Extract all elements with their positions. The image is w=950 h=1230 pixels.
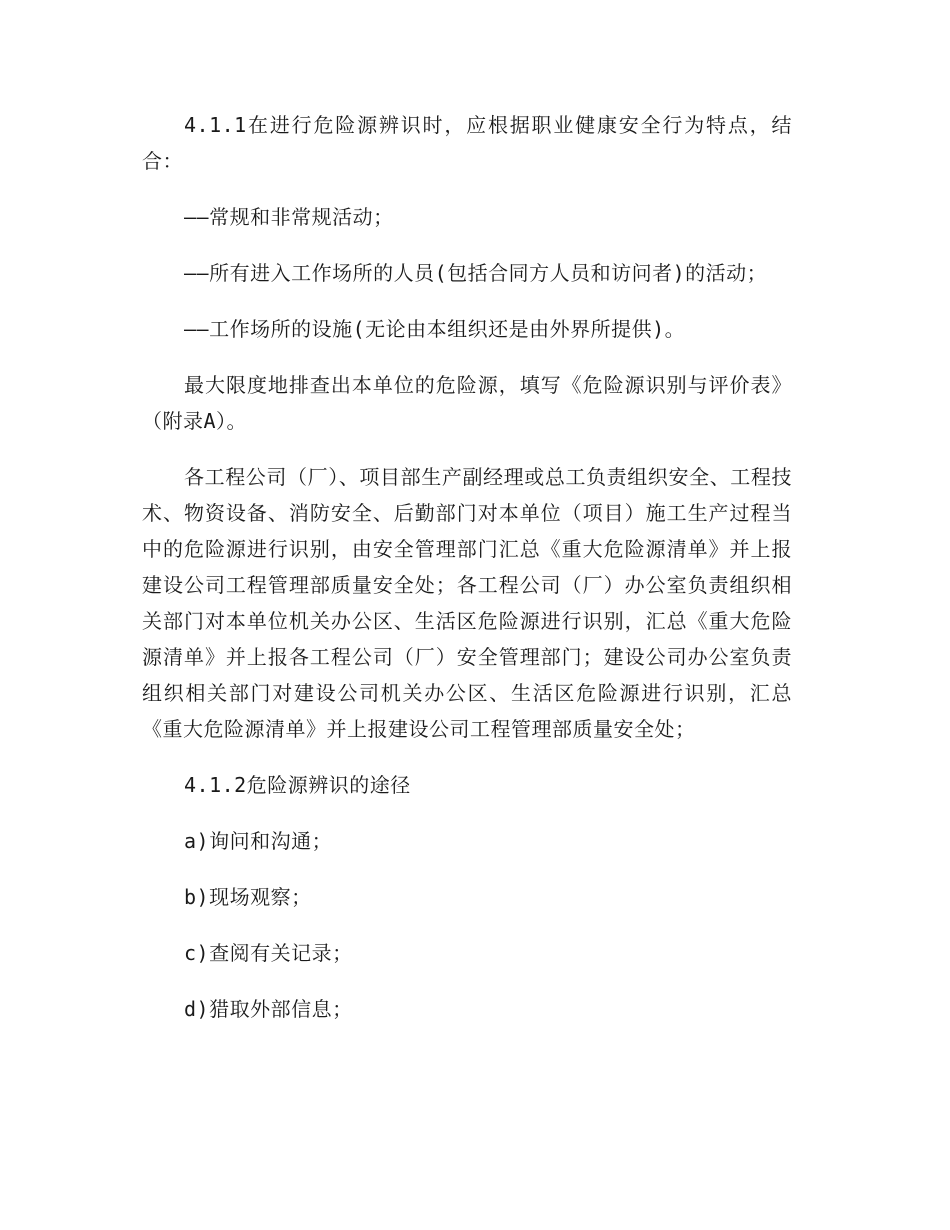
paragraph-workplace-facilities: ——工作场所的设施(无论由本组织还是由外界所提供)。 [184,317,686,341]
list-item-b: b)现场观察； [184,885,312,909]
paragraph-personnel-activities: ——所有进入工作场所的人员(包括合同方人员和访问者)的活动； [184,261,768,285]
paragraph-4-1-2-heading: 4.1.2危险源辨识的途径 [184,773,411,797]
list-item-d: d)猎取外部信息； [184,997,353,1021]
paragraph-responsibilities: 各工程公司（厂）、项目部生产副经理或总工负责组织安全、工程技术、物资设备、消防安全、后勤部门对本单位（项目）施工生产过程当中的危险源进行识别，由安全管理部门汇总《重大危险源清单》并上报建设公司工程管理部质量安全处；各工程公司（厂）办公室负责组织相关部门对本单位机关办公区、生活区危险源进行识别，汇总《重大危险源清单》并上报各工程公司（厂）安全管理部门；建设公司办公室负责组织相关部门对建设公司机关办公区、生活区危险源进行识别，汇总《重大危险源清单》并上报建设公司工程管理部质量安全处； [142,465,792,741]
list-item-a: a)询问和沟通； [184,829,333,853]
document-body [142,107,792,1047]
list-item-c: c)查阅有关记录； [184,941,353,965]
paragraph-hazard-identification-form: 最大限度地排查出本单位的危险源，填写《危险源识别与评价表》（附录A）。 [142,373,792,433]
paragraph-routine-activities: ——常规和非常规活动； [184,205,394,229]
paragraph-4-1-1: 4.1.1在进行危险源辨识时，应根据职业健康安全行为特点，结合： [142,113,792,173]
